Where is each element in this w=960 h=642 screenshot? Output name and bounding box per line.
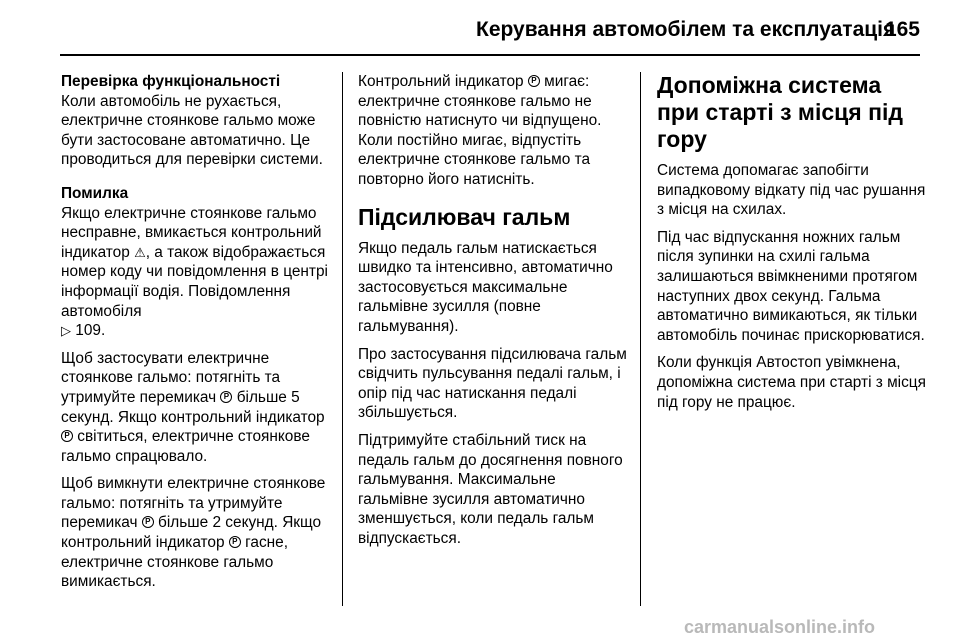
paragraph: Підтримуйте стабільний тиск на педаль гальм до досягнення повного гальмування. Максимальне гальмівне зусилля автоматично зменшується, коли педаль гальм відпускається. <box>358 431 623 547</box>
text-fragment: мигає: електричне стоянкове гальмо не повністю натиснуто чи відпущено. Коли постійно мигає, відпустіть електричне стоянкове гальмо та повторно його натисніть. <box>358 73 602 188</box>
text-fragment: більше 5 секунд. Якщо контрольний індикатор <box>61 388 325 426</box>
paragraph: Про застосування підсилювача гальм свідчить пульсування педалі гальм, і опір під час натискання педалі збільшується. <box>358 345 627 422</box>
header-divider <box>60 54 920 56</box>
ref-arrow-icon: ▷ <box>61 323 71 339</box>
section-title: Перевірка функціональності <box>61 73 281 90</box>
text-fragment: світиться, електричне стоянкове гальмо спрацювало. <box>61 428 310 465</box>
parking-brake-icon <box>528 75 540 87</box>
header-title: Керування автомобілем та експлуатація <box>476 18 896 41</box>
section-title: Помилка <box>61 184 129 202</box>
text-fragment: Якщо електричне стоянкове гальмо несправне, вмикається контрольний індикатор <box>61 204 322 261</box>
section-fault <box>61 184 331 341</box>
section-function-check <box>61 72 331 170</box>
parking-brake-icon <box>61 430 73 442</box>
paragraph: Система допомагає запобігти випадковому відкату під час рушання з місця на схилах. <box>657 162 926 219</box>
text-fragment: гасне, електричне стоянкове гальмо вимикається. <box>61 534 288 591</box>
paragraph: Коли функція Автостоп увімкнена, допоміжна система при старті з місця під гору не працює. <box>657 354 926 411</box>
column-1 <box>61 72 331 600</box>
heading-brake-assist: Підсилювач гальм <box>358 203 571 230</box>
page-reference-link[interactable]: 109. <box>75 322 106 340</box>
paragraph: Якщо педаль гальм натискається швидко та інтенсивно, автоматично застосовується максимальне гальмівне зусилля (повне гальмування). <box>358 239 613 335</box>
text-fragment: Щоб вимкнути електричне стоянкове гальмо: потягніть та утримуйте перемикач <box>61 475 326 532</box>
parking-brake-icon <box>229 536 241 548</box>
text-fragment: Контрольний індикатор <box>358 73 528 90</box>
paragraph: Під час відпускання ножних гальм після зупинки на схилі гальма залишаються ввімкненими протягом наступних двох секунд. Гальма автоматично вимикаються, як тільки автомобіль починає прискорюватися. <box>657 228 925 344</box>
column-divider-2 <box>640 72 641 606</box>
column-2 <box>358 72 630 556</box>
heading-hill-start-assist: Допоміжна система при старті з місця під гору <box>657 72 903 152</box>
paragraph-indicator-blinks <box>358 72 630 190</box>
paragraph-apply <box>61 349 331 467</box>
watermark: carmanualsonline.info <box>684 617 876 637</box>
text-fragment: , а також відображається номер коду чи повідомлення в центрі інформації водія. Повідомлення автомобіля <box>61 243 328 320</box>
column-divider-1 <box>342 72 343 606</box>
parking-brake-icon <box>142 516 154 528</box>
paragraph: Коли автомобіль не рухається, електричне стоянкове гальмо може бути застосоване автоматично. Це проводиться для перевірки системи. <box>61 92 323 169</box>
parking-brake-fault-icon: ⚠ <box>134 244 146 260</box>
parking-brake-icon <box>220 391 232 403</box>
column-3 <box>657 72 929 420</box>
paragraph-release <box>61 474 331 592</box>
text-fragment: Щоб застосувати електричне стоянкове гальмо: потягніть та утримуйте перемикач <box>61 349 281 406</box>
text-fragment: більше 2 секунд. Якщо контрольний індикатор <box>61 514 322 552</box>
page-number: 165 <box>884 18 920 41</box>
